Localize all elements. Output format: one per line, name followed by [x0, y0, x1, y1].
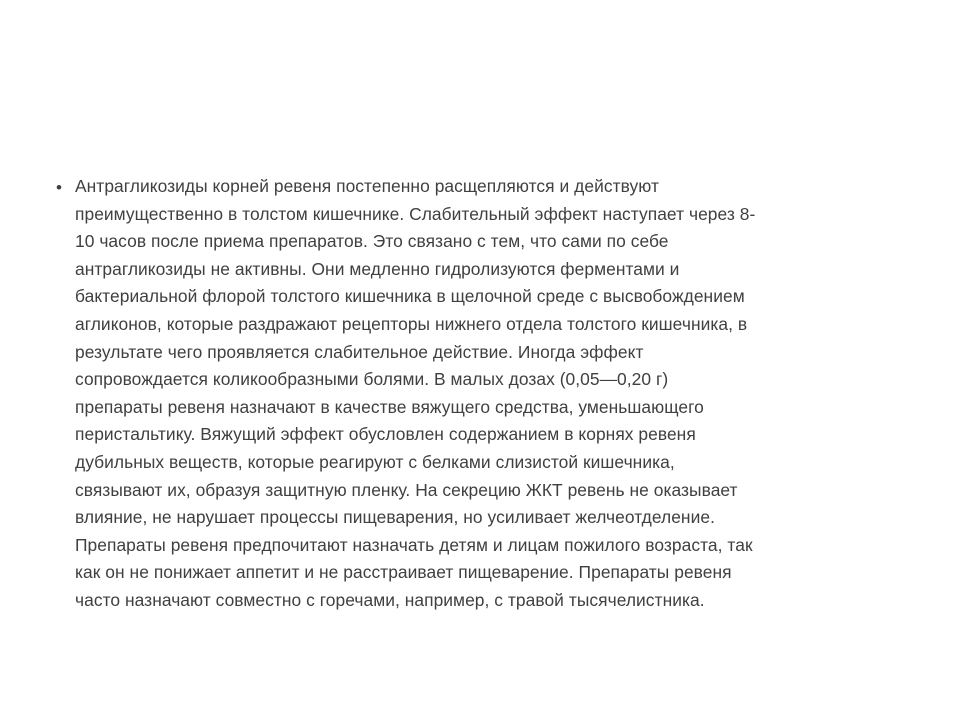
paragraph-line: как он не понижает аппетит и не расстраивает пищеварение. Препараты ревеня [75, 562, 732, 583]
paragraph-line: преимущественно в толстом кишечнике. Слабительный эффект наступает через 8- [75, 203, 756, 224]
paragraph-line: 10 часов после приема препаратов. Это связано с тем, что сами по себе [75, 231, 669, 252]
bullet-paragraph [56, 173, 906, 615]
paragraph-line: Антрагликозиды корней ревеня постепенно расщепляются и действуют [75, 176, 659, 196]
slide-content [56, 173, 906, 615]
paragraph-line: Препараты ревеня предпочитают назначать детям и лицам пожилого возраста, так [75, 534, 753, 555]
paragraph-line: влияние, не нарушает процессы пищеварения, но усиливает желчеотделение. [75, 507, 715, 528]
paragraph-line: агликонов, которые раздражают рецепторы нижнего отдела толстого кишечника, в [75, 313, 748, 334]
paragraph-line: дубильных веществ, которые реагируют с белками слизистой кишечника, [75, 451, 675, 472]
paragraph-line: препараты ревеня назначают в качестве вяжущего средства, уменьшающего [75, 396, 704, 417]
paragraph-line: результате чего проявляется слабительное действие. Иногда эффект [75, 341, 644, 362]
paragraph-line: антрагликозиды не активны. Они медленно гидролизуются ферментами и [75, 258, 680, 279]
paragraph-line: перистальтику. Вяжущий эффект обусловлен содержанием в корнях ревеня [75, 424, 696, 445]
paragraph-line: бактериальной флорой толстого кишечника в щелочной среде с высвобождением [75, 286, 745, 307]
paragraph-text [75, 173, 906, 615]
paragraph-line: связывают их, образуя защитную пленку. На секрецию ЖКТ ревень не оказывает [75, 479, 738, 500]
bullet-point-icon: • [56, 178, 62, 197]
paragraph-line: часто назначают совместно с горечами, например, с травой тысячелистника. [75, 589, 705, 610]
paragraph-line: сопровождается коликообразными болями. В малых дозах (0,05—0,20 г) [75, 369, 669, 390]
